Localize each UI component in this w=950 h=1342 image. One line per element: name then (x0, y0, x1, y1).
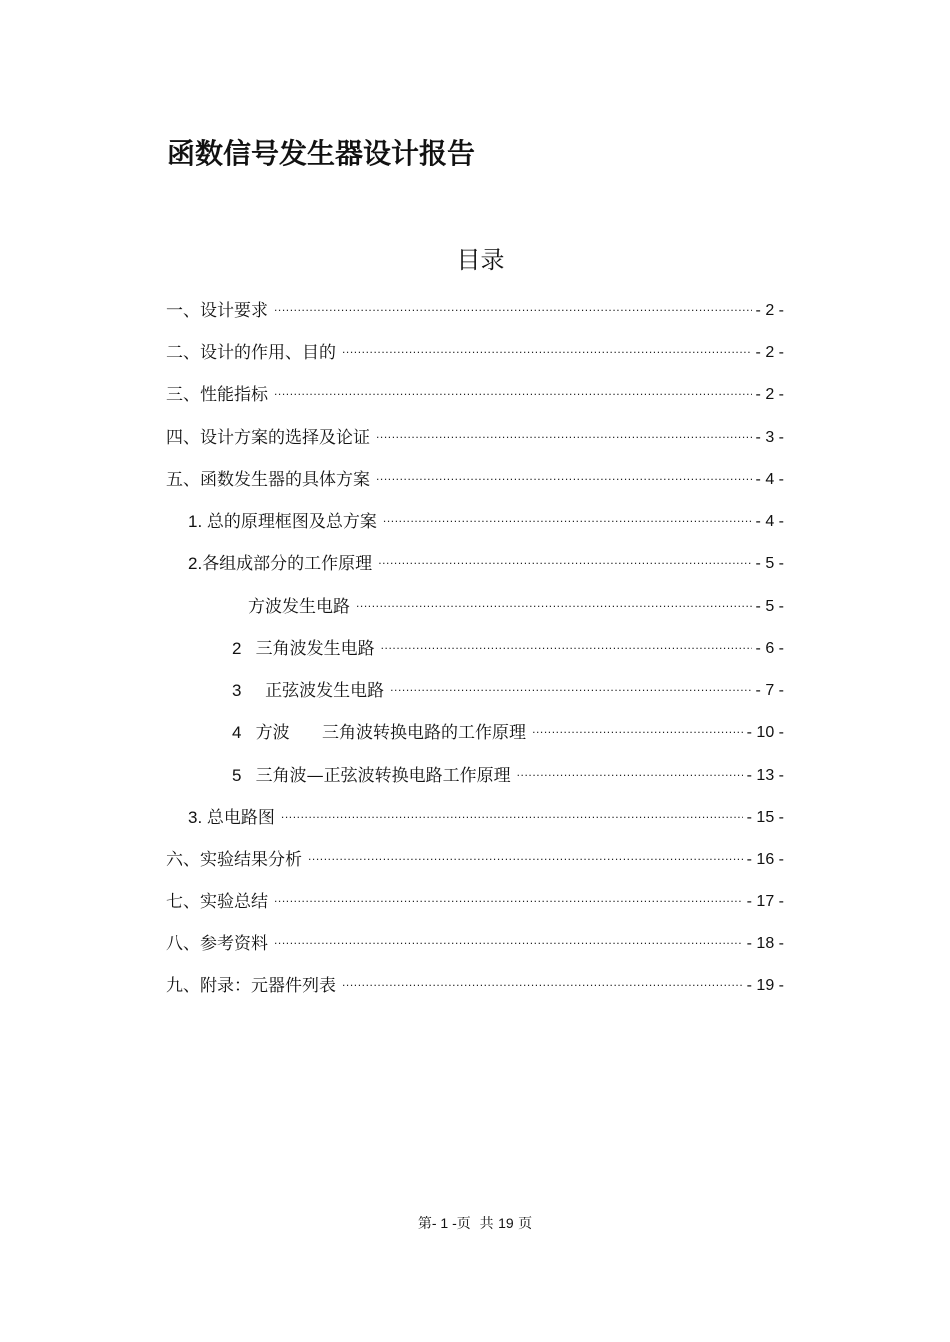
toc-leader-dots (356, 592, 752, 614)
toc-entry-3[interactable] (166, 380, 784, 406)
toc-entry-page: - 19 - (746, 977, 784, 994)
toc-entry-page: - 5 - (755, 555, 784, 572)
toc-entry-label: 2 三角波发生电路 (232, 639, 375, 659)
toc-leader-dots (383, 507, 752, 529)
toc-leader-dots (342, 971, 743, 993)
toc-entry-label: 3 正弦波发生电路 (232, 681, 385, 701)
toc-leader-dots (274, 296, 752, 318)
toc-entry-1[interactable] (166, 296, 784, 322)
toc-leader-dots (517, 761, 743, 783)
toc-entry-label: 二、设计的作用、目的 (166, 343, 336, 363)
toc-entry-7[interactable] (166, 887, 784, 913)
toc-entry-label: 八、参考资料 (166, 934, 268, 954)
toc-entry-8[interactable] (166, 929, 784, 955)
toc-entry-label: 五、函数发生器的具体方案 (166, 470, 370, 490)
toc-entry-page: - 4 - (755, 471, 784, 488)
toc-leader-dots (281, 803, 743, 825)
toc-entry-page: - 15 - (746, 809, 784, 826)
toc-entry-5-2-2[interactable] (232, 634, 784, 660)
toc-entry-label: 5 三角波—正弦波转换电路工作原理 (232, 766, 511, 786)
footer-current-page: - 1 - (431, 1215, 457, 1231)
toc-entry-label: 3. 总电路图 (188, 808, 275, 828)
toc-leader-dots (376, 465, 752, 487)
toc-leader-dots (342, 338, 752, 360)
toc-leader-dots (532, 718, 743, 740)
toc-entry-label: 1. 总的原理框图及总方案 (188, 512, 377, 532)
toc-leader-dots (274, 887, 743, 909)
toc-entry-label: 四、设计方案的选择及论证 (166, 428, 370, 448)
toc-entry-5-2-1[interactable] (248, 592, 784, 618)
toc-entry-page: - 16 - (746, 851, 784, 868)
document-title (165, 132, 475, 172)
toc-entry-label: 方波发生电路 (248, 597, 350, 617)
toc-entry-2[interactable] (166, 338, 784, 364)
toc-leader-dots (308, 845, 743, 867)
toc-entry-page: - 2 - (755, 386, 784, 403)
footer-prefix: 第 (417, 1216, 432, 1232)
toc-leader-dots (390, 676, 751, 698)
footer-suffix: 页 (513, 1216, 533, 1232)
toc-entry-label: 4 方波 三角波转换电路的工作原理 (232, 723, 527, 743)
page-footer (0, 1213, 950, 1233)
toc-heading-text: 目录 (456, 246, 505, 274)
toc-entry-5-2-5[interactable] (232, 761, 784, 787)
toc-entry-5-1[interactable] (188, 507, 784, 533)
toc-entry-page: - 18 - (746, 935, 784, 952)
toc-entry-label: 九、附录：元器件列表 (166, 976, 336, 996)
toc-entry-5[interactable] (166, 465, 784, 491)
toc-leader-dots (378, 549, 751, 571)
toc-entry-5-3[interactable] (188, 803, 784, 829)
footer-total-pages: 19 (498, 1215, 514, 1231)
toc-entry-page: - 2 - (755, 302, 784, 319)
toc-entry-label: 2.各组成部分的工作原理 (188, 554, 373, 574)
toc-entry-page: - 4 - (755, 513, 784, 530)
toc-entry-page: - 2 - (755, 344, 784, 361)
toc-entry-page: - 3 - (755, 429, 784, 446)
toc-entry-6[interactable] (166, 845, 784, 871)
toc-entry-page: - 10 - (746, 724, 784, 741)
title-text: 函数信号发生器设计报告 (167, 137, 476, 170)
toc-entry-page: - 7 - (755, 682, 784, 699)
toc-entry-label: 三、性能指标 (166, 385, 268, 405)
toc-leader-dots (376, 423, 752, 445)
toc-entry-label: 七、实验总结 (166, 892, 268, 912)
toc-entry-page: - 17 - (746, 893, 784, 910)
toc-entry-page: - 13 - (746, 767, 784, 784)
toc-leader-dots (381, 634, 752, 656)
toc-entry-page: - 6 - (755, 640, 784, 657)
toc-heading (0, 240, 950, 275)
toc-entry-5-2-4[interactable] (232, 718, 784, 744)
toc-leader-dots (274, 380, 752, 402)
footer-middle: 页 共 (456, 1216, 499, 1232)
toc-entry-label: 一、设计要求 (166, 301, 268, 321)
toc-entry-9[interactable] (166, 971, 784, 997)
toc-entry-5-2-3[interactable] (232, 676, 784, 702)
toc-entry-page: - 5 - (755, 598, 784, 615)
toc-entry-5-2[interactable] (188, 549, 784, 575)
toc-entry-label: 六、实验结果分析 (166, 850, 302, 870)
toc-entry-4[interactable] (166, 423, 784, 449)
toc-leader-dots (274, 929, 743, 951)
